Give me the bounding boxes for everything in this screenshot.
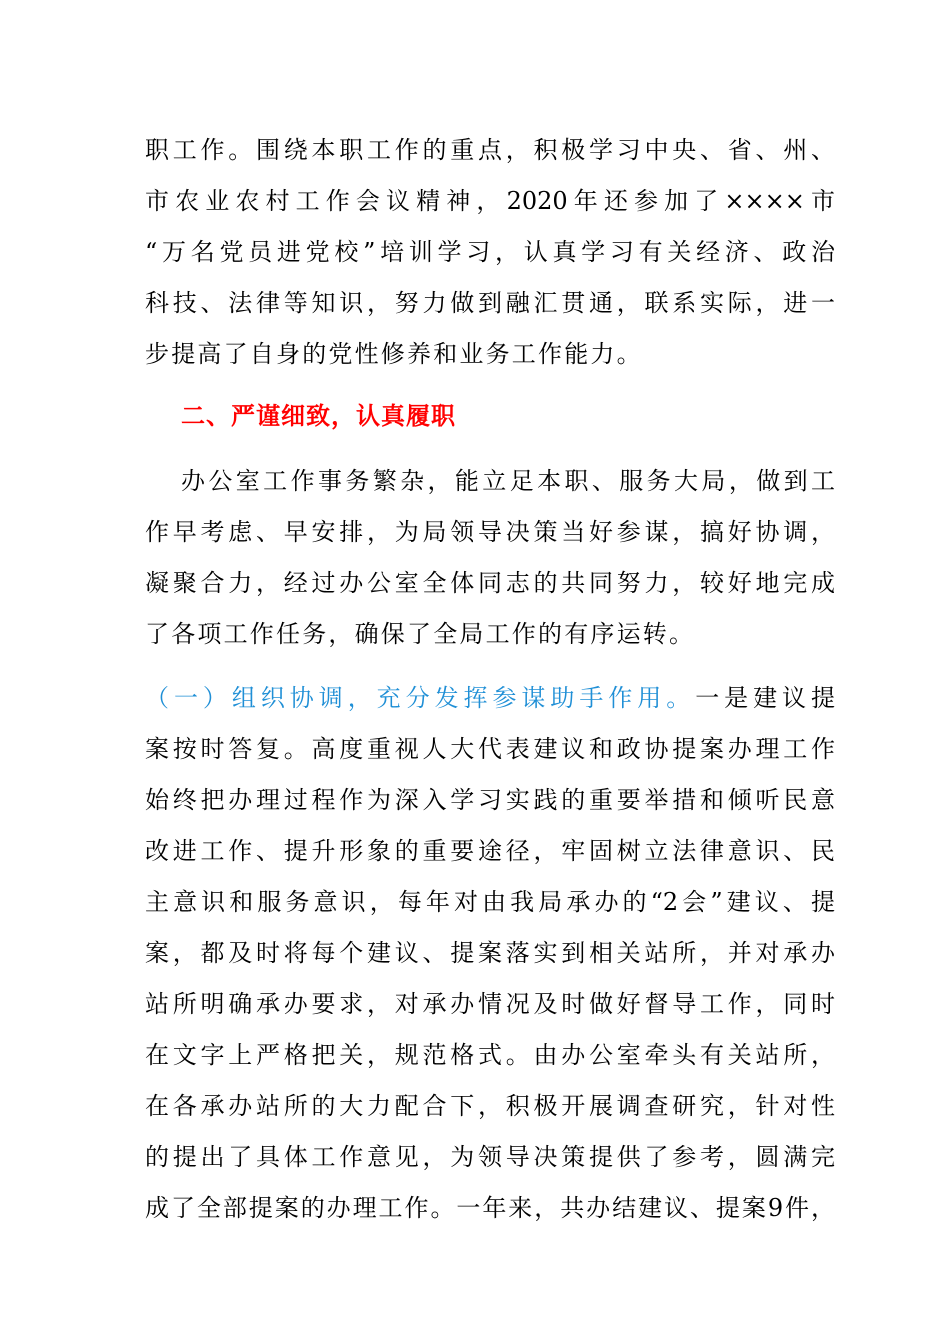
paragraph-line: 市农业农村工作会议精神，2020年还参加了××××市 xyxy=(145,187,835,215)
paragraph-line: 案按时答复。高度重视人大代表建议和政协提案办理工作 xyxy=(145,735,835,763)
section-heading: 二、严谨细致，认真履职 xyxy=(181,402,456,430)
paragraph-line: 凝聚合力，经过办公室全体同志的共同努力，较好地完成 xyxy=(145,569,835,597)
subsection-title: （一）组织协调，充分发挥参谋助手作用。 xyxy=(145,684,696,712)
paragraph-line: 改进工作、提升形象的重要途径，牢固树立法律意识、民 xyxy=(145,837,835,865)
paragraph-line: 始终把办理过程作为深入学习实践的重要举措和倾听民意 xyxy=(145,786,835,814)
paragraph-line: 成了全部提案的办理工作。一年来，共办结建议、提案9件， xyxy=(145,1194,835,1222)
paragraph-line: 案，都及时将每个建议、提案落实到相关站所，并对承办 xyxy=(145,939,835,967)
paragraph-line: “万名党员进党校”培训学习，认真学习有关经济、政治 xyxy=(145,238,835,266)
paragraph-line: 了各项工作任务，确保了全局工作的有序运转。 xyxy=(145,620,696,648)
paragraph-line: 职工作。围绕本职工作的重点，积极学习中央、省、州、 xyxy=(145,136,835,164)
paragraph-line: 步提高了自身的党性修养和业务工作能力。 xyxy=(145,340,643,368)
paragraph-line: 在各承办站所的大力配合下，积极开展调查研究，针对性 xyxy=(145,1092,835,1120)
paragraph-line: 在文字上严格把关，规范格式。由办公室牵头有关站所， xyxy=(145,1041,835,1069)
paragraph-line: 办公室工作事务繁杂，能立足本职、服务大局，做到工 xyxy=(181,467,835,495)
paragraph-line: 作早考虑、早安排，为局领导决策当好参谋，搞好协调， xyxy=(145,518,835,546)
subsection-first-line xyxy=(145,682,835,714)
paragraph-line: 站所明确承办要求，对承办情况及时做好督导工作，同时 xyxy=(145,990,835,1018)
paragraph-line: 的提出了具体工作意见，为领导决策提供了参考，圆满完 xyxy=(145,1143,835,1171)
paragraph-line: 主意识和服务意识，每年对由我局承办的“2会”建议、提 xyxy=(145,888,835,916)
paragraph-line: 科技、法律等知识，努力做到融汇贯通，联系实际，进一 xyxy=(145,289,835,317)
subsection-first-text: 一是建议提 xyxy=(695,684,836,712)
